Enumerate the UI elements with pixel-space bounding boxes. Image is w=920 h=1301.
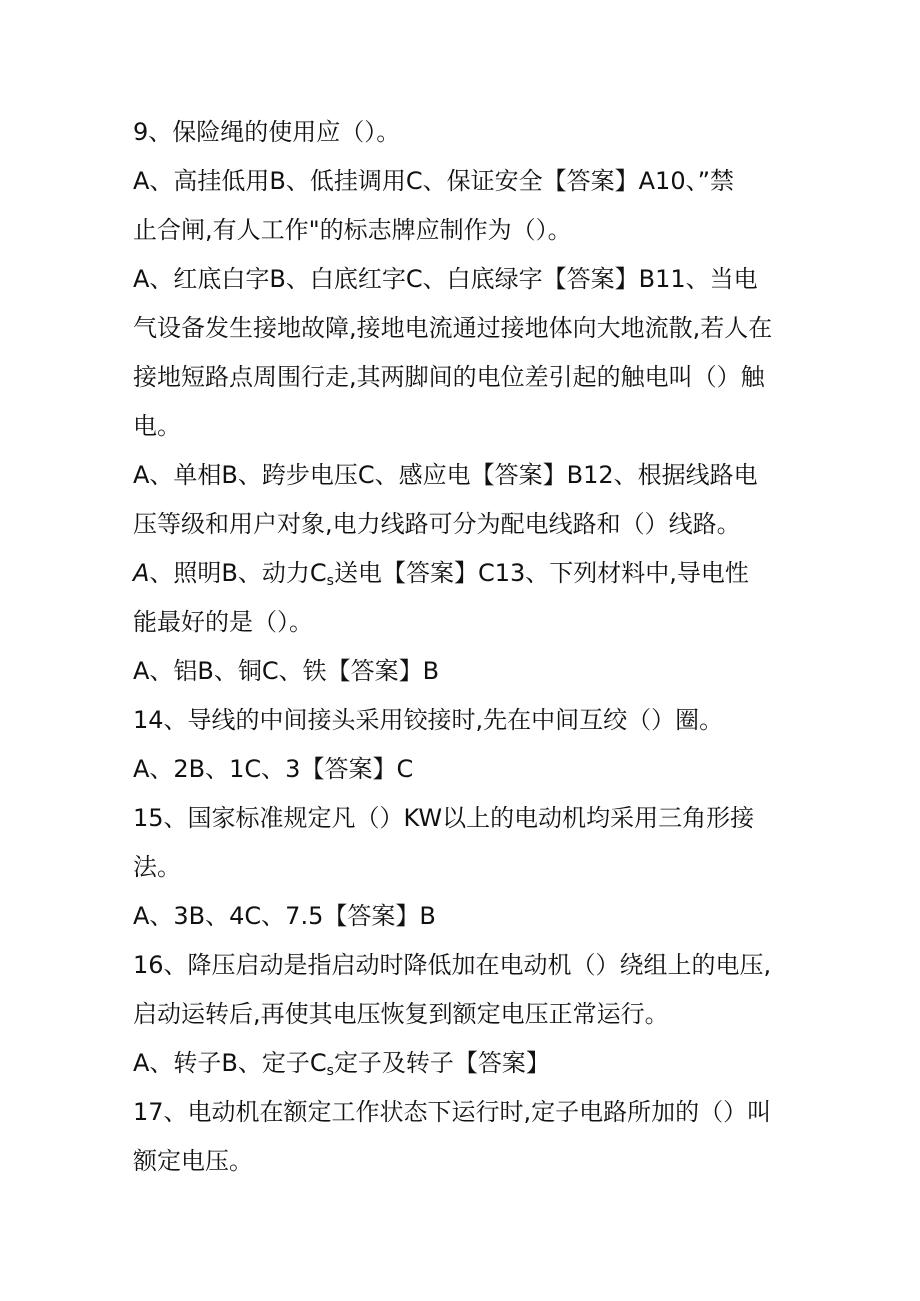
text-line: 16、降压启动是指启动时降低加在电动机（）绕组上的电压, — [133, 951, 772, 979]
text-line — [133, 1039, 793, 1088]
text-segment: A、转子B、定子C — [133, 1049, 327, 1077]
text-segment: 、照明B、动力C — [149, 559, 327, 587]
text-line: 启动运转后,再使其电压恢复到额定电压正常运行。 — [133, 1000, 669, 1028]
text-line: 9、保险绳的使用应（）。 — [133, 118, 401, 146]
subscript: s — [326, 1063, 334, 1079]
text-line: A、红底白字B、白底红字C、白底绿字【答案】B11、当电 — [133, 265, 758, 293]
text-line: 气设备发生接地故障,接地电流通过接地体向大地流散,若人在 — [133, 314, 773, 342]
subscript: s — [326, 573, 334, 589]
text-line: A、高挂低用B、低挂调用C、保证安全【答案】A10、”禁 — [133, 167, 735, 195]
text-segment: 定子及转子【答案】 — [333, 1049, 550, 1077]
text-line: 电。 — [133, 412, 181, 440]
text-line: 压等级和用户对象,电力线路可分为配电线路和（）线路。 — [133, 510, 741, 538]
text-line: 法。 — [133, 853, 181, 881]
text-line: 15、国家标准规定凡（）KW以上的电动机均采用三角形接 — [133, 804, 755, 832]
text-segment: A — [133, 559, 150, 587]
text-line: A、3B、4C、7.5【答案】B — [133, 902, 436, 930]
text-line: 额定电压。 — [133, 1147, 253, 1175]
text-line: 17、电动机在额定工作状态下运行时,定子电路所加的（）叫 — [133, 1098, 772, 1126]
document-body — [133, 108, 793, 1186]
text-line: A、2B、1C、3【答案】C — [133, 755, 414, 783]
text-line: 止合闸,有人工作"的标志牌应制作为（）。 — [133, 216, 572, 244]
text-line: A、铝B、铜C、铁【答案】B — [133, 657, 440, 685]
text-line: A、单相B、跨步电压C、感应电【答案】B12、根据线路电 — [133, 461, 758, 489]
text-segment: 送电【答案】C13、下列材料中,导电性 — [333, 559, 749, 587]
text-line — [133, 549, 793, 598]
text-line: 能最好的是（）。 — [133, 608, 313, 636]
text-line: 接地短路点周围行走,其两脚间的电位差引起的触电叫（）触 — [133, 363, 765, 391]
text-line: 14、导线的中间接头采用铰接时,先在中间互绞（）圈。 — [133, 706, 724, 734]
